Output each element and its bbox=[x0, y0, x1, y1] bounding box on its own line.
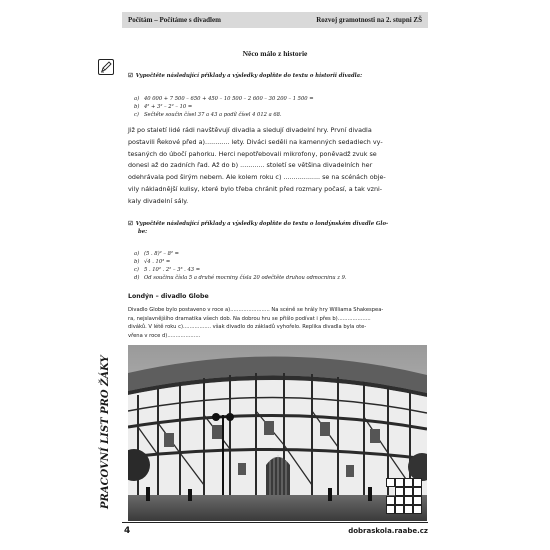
page-header bbox=[122, 12, 428, 28]
header-right: Rozvoj gramotnosti na 2. stupni ZŠ bbox=[316, 16, 422, 24]
task-2-instruction: ☑ Vypočtěte následující příklady a výsledky doplňte do textu o londýnském divadle Glo- be: bbox=[128, 221, 389, 235]
task-1-text: Vypočtěte následující příklady a výsledky doplňte do textu o historii divadla: bbox=[135, 73, 363, 79]
task-1-instruction bbox=[128, 72, 362, 80]
pencil-note-icon bbox=[98, 59, 114, 75]
task-2-list bbox=[134, 250, 347, 282]
list-item: b) 4² + 3² – 2² – 10 = bbox=[134, 104, 193, 110]
checkbox-icon: ☑ bbox=[128, 221, 133, 227]
list-item: c) 5 . 10² . 2² – 3³ . 43 = bbox=[134, 267, 201, 273]
history-paragraph: Již po staletí lidé rádi navštěvují divadla a sledují divadelní hry. První divadla postavili Řekové před a)............ lety. Diváci seděli na kamenných sedadlech vy- tesaných do úbočí pahorku. Herci nepotřebovali mikrofony, poněvadž zvuk se donesl až do zadních řad. Až do b) ............ století se většina divadelních her odehrávala pod širým nebem. Ale kolem roku c) .................. se na scénách obje- vily nákladnější kulisy, které bylo třeba chránit před rozmary počasí, a tak vzni- kaly divadelní sály. bbox=[128, 126, 386, 205]
list-item: a) 40 000 + 7 500 – 650 + 450 – 10 500 – 2 600 – 30 200 – 1 500 = bbox=[134, 96, 314, 102]
task-1-list bbox=[134, 95, 314, 119]
checkbox-icon: ☑ bbox=[128, 73, 133, 79]
globe-theatre-photo bbox=[128, 345, 427, 521]
sidebar-label: PRACOVNÍ LIST PRO ŽÁKY bbox=[100, 355, 111, 509]
section-title: Něco málo z historie bbox=[242, 49, 308, 58]
list-item: a) (5 . 8)² – 8² = bbox=[134, 251, 179, 257]
header-left: Počítám – Počítáme s divadlem bbox=[128, 16, 221, 24]
list-item: d) Od součinu čísla 5 a druhé mocniny čísla 20 odečtěte druhou odmocninu z 9. bbox=[134, 275, 347, 281]
list-item: b) √4 . 10³ = bbox=[134, 259, 171, 265]
page-number: 4 bbox=[124, 526, 131, 536]
globe-paragraph: Divadlo Globe bylo postaveno v roce a)........................ Na scéně se hrály hry Williama Shakespea- ra, nejslavnějšího dramatika všech dob. Na dobrou hru se přišlo podívat i přes b).................... diváků. V létě roku c)................. však divadlo do základů vyhořelo. Replika divadla byla ote- vřena v roce d).................... bbox=[128, 307, 384, 339]
globe-title: Londýn – divadlo Globe bbox=[128, 293, 209, 300]
footer-divider bbox=[122, 522, 428, 523]
list-item: c) Sečtěte součin čísel 37 a 43 a podíl čísel 4 012 a 68. bbox=[134, 112, 282, 118]
footer-site: dobraskola.raabe.cz bbox=[348, 527, 428, 535]
